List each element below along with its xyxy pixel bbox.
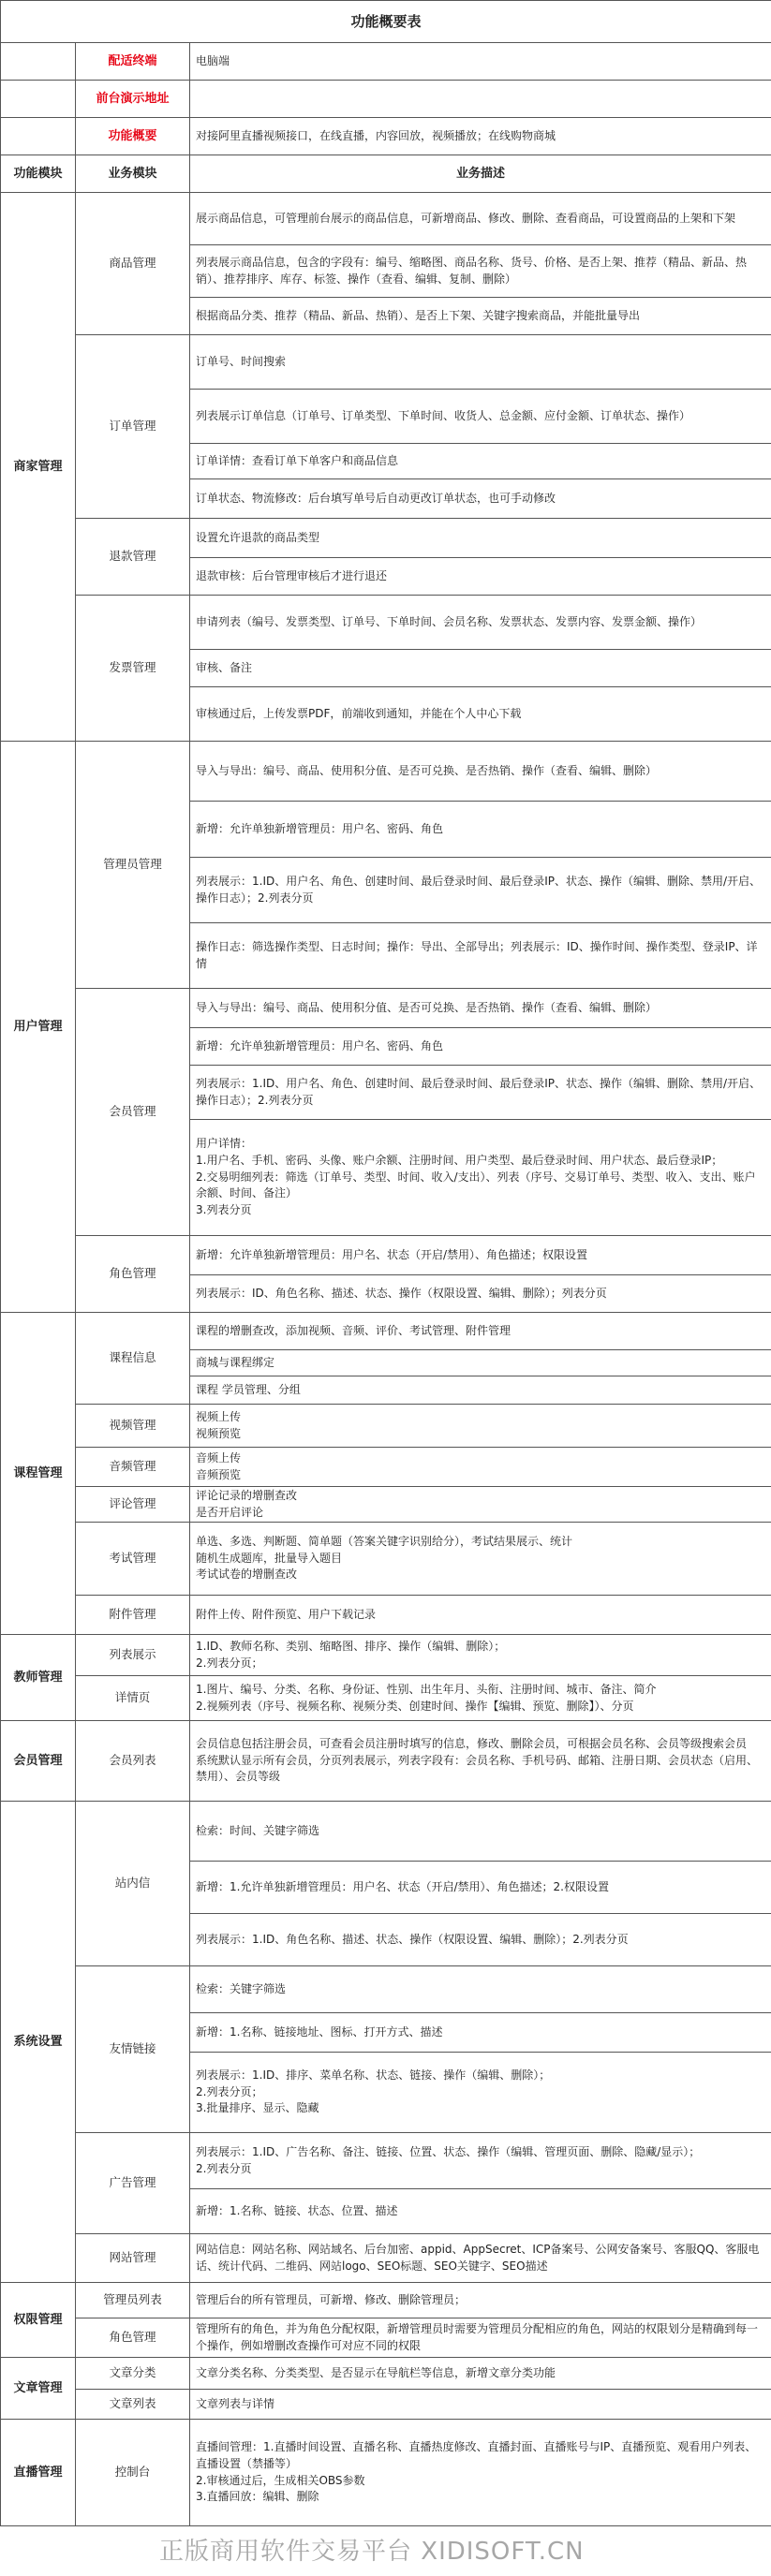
description-cell: 列表展示商品信息，包含的字段有：编号、缩略图、商品名称、货号、价格、是否上架、推荐（精品、新品、热销）、推荐排序、库存、标签、操作（查看、编辑、复制、删除）	[190, 245, 771, 298]
module-cell: 直播管理	[1, 2420, 76, 2526]
meta-spacer	[1, 43, 76, 81]
description-cell: 网站信息：网站名称、网站域名、后台加密、appid、AppSecret、ICP备案号、公网安备案号、客服QQ、客服电话、统计代码、二维码、网站logo、SEO标题、SEO关键字、SEO描述	[190, 2234, 771, 2283]
table-row	[1, 193, 771, 245]
header-row	[1, 155, 771, 193]
description-cell: 评论记录的增删查改 是否开启评论	[190, 1487, 771, 1523]
description-cell: 检索：关键字筛选	[190, 1966, 771, 2013]
submodule-cell: 管理员管理	[76, 742, 190, 989]
description-cell: 新增：1.允许单独新增管理员：用户名、状态（开启/禁用）、角色描述；2.权限设置	[190, 1862, 771, 1914]
description-cell: 根据商品分类、推荐（精品、新品、热销）、是否上下架、关键字搜索商品，并能批量导出	[190, 298, 771, 335]
description-cell: 设置允许退款的商品类型	[190, 519, 771, 558]
description-cell: 新增：允许单独新增管理员：用户名、状态（开启/禁用）、角色描述；权限设置	[190, 1236, 771, 1275]
sheet-title: 功能概要表	[1, 1, 771, 43]
description-cell: 新增：允许单独新增管理员：用户名、密码、角色	[190, 1028, 771, 1066]
description-cell: 审核、备注	[190, 650, 771, 687]
table-row	[1, 2318, 771, 2358]
submodule-cell: 视频管理	[76, 1405, 190, 1448]
table-row	[1, 596, 771, 650]
table-row	[1, 1802, 771, 1862]
submodule-cell: 文章分类	[76, 2358, 190, 2390]
submodule-cell: 会员管理	[76, 989, 190, 1236]
table-row	[1, 1635, 771, 1676]
meta-label-terminal: 配适终端	[76, 43, 190, 81]
meta-value-terminal: 电脑端	[190, 43, 771, 81]
meta-value-demo	[190, 81, 771, 118]
table-row	[1, 335, 771, 390]
submodule-cell: 文章列表	[76, 2390, 190, 2420]
module-cell: 文章管理	[1, 2358, 76, 2420]
watermark-text: 正版商用软件交易平台 XIDISOFT.CN	[159, 2538, 585, 2566]
description-cell: 列表展示：1.ID、用户名、角色、创建时间、最后登录时间、最后登录IP、状态、操作（编辑、删除、禁用/开启、操作日志）；2.列表分页	[190, 858, 771, 923]
meta-row-terminal	[1, 43, 771, 81]
header-module: 功能模块	[1, 155, 76, 193]
description-cell: 列表展示：1.ID、广告名称、备注、链接、位置、状态、操作（编辑、管理页面、删除、隐藏/显示）； 2.列表分页	[190, 2133, 771, 2189]
table-row	[1, 2133, 771, 2189]
description-cell: 列表展示：1.ID、排序、菜单名称、状态、链接、操作（编辑、删除）； 2.列表分页； 3.批量排序、显示、隐藏	[190, 2053, 771, 2133]
module-cell: 用户管理	[1, 742, 76, 1313]
description-cell: 列表展示：1.ID、用户名、角色、创建时间、最后登录时间、最后登录IP、状态、操作（编辑、删除、禁用/开启、操作日志）；2.列表分页	[190, 1066, 771, 1120]
description-cell: 检索：时间、关键字筛选	[190, 1802, 771, 1862]
submodule-cell: 站内信	[76, 1802, 190, 1966]
submodule-cell: 课程信息	[76, 1313, 190, 1405]
submodule-cell: 控制台	[76, 2420, 190, 2526]
submodule-cell: 角色管理	[76, 2318, 190, 2358]
description-cell: 导入与导出：编号、商品、使用积分值、是否可兑换、是否热销、操作（查看、编辑、删除）	[190, 742, 771, 802]
table-row	[1, 1523, 771, 1596]
description-cell: 列表展示订单信息（订单号、订单类型、下单时间、收货人、总金额、应付金额、订单状态、操作）	[190, 390, 771, 444]
table-row	[1, 1487, 771, 1523]
description-cell: 用户详情： 1.用户名、手机、密码、头像、账户余额、注册时间、用户类型、最后登录时间、用户状态、最后登录IP； 2.交易明细列表：筛选（订单号、类型、时间、收入/支出）、列表（序号、交易订单号、类型、收入、支出、账户余额、时间、备注） 3.列表分页	[190, 1120, 771, 1236]
module-cell: 权限管理	[1, 2283, 76, 2358]
table-row	[1, 742, 771, 802]
description-cell: 退款审核：后台管理审核后才进行退还	[190, 558, 771, 596]
title-row	[1, 1, 771, 43]
meta-row-summary	[1, 118, 771, 155]
description-cell: 1.ID、教师名称、类别、缩略图、排序、操作（编辑、删除）； 2.列表分页；	[190, 1635, 771, 1676]
description-cell: 列表展示：1.ID、角色名称、描述、状态、操作（权限设置、编辑、删除）；2.列表分页	[190, 1914, 771, 1966]
submodule-cell: 商品管理	[76, 193, 190, 335]
submodule-cell: 会员列表	[76, 1721, 190, 1802]
header-business: 业务模块	[76, 155, 190, 193]
description-cell: 视频上传 视频预览	[190, 1405, 771, 1448]
table-row	[1, 2420, 771, 2526]
module-cell: 教师管理	[1, 1635, 76, 1721]
table-row	[1, 1313, 771, 1350]
meta-spacer	[1, 81, 76, 118]
description-cell: 操作日志：筛选操作类型、日志时间；操作：导出、全部导出；列表展示：ID、操作时间、操作类型、登录IP、详情	[190, 923, 771, 989]
description-cell: 展示商品信息，可管理前台展示的商品信息，可新增商品、修改、删除、查看商品，可设置商品的上架和下架	[190, 193, 771, 245]
meta-label-summary: 功能概要	[76, 118, 190, 155]
description-cell: 新增：允许单独新增管理员：用户名、密码、角色	[190, 802, 771, 858]
submodule-cell: 角色管理	[76, 1236, 190, 1313]
description-cell: 课程的增删查改，添加视频、音频、评价、考试管理、附件管理	[190, 1313, 771, 1350]
submodule-cell: 订单管理	[76, 335, 190, 519]
description-cell: 1.图片、编号、分类、名称、身份证、性别、出生年月、头衔、注册时间、城市、备注、简介 2.视频列表（序号、视频名称、视频分类、创建时间、操作【编辑、预览、删除】）、分页	[190, 1676, 771, 1721]
description-cell: 新增：1.名称、链接地址、图标、打开方式、描述	[190, 2013, 771, 2053]
description-cell: 订单号、时间搜索	[190, 335, 771, 390]
table-row	[1, 2390, 771, 2420]
submodule-cell: 列表展示	[76, 1635, 190, 1676]
description-cell: 审核通过后，上传发票PDF，前端收到通知，并能在个人中心下载	[190, 687, 771, 742]
description-cell: 会员信息包括注册会员，可查看会员注册时填写的信息，修改、删除会员，可根据会员名称、会员等级搜索会员 系统默认显示所有会员，分页列表展示，列表字段有：会员名称、手机号码、邮箱、注册日期、会员状态（启用、禁用）、会员等级	[190, 1721, 771, 1802]
submodule-cell: 发票管理	[76, 596, 190, 742]
submodule-cell: 音频管理	[76, 1448, 190, 1487]
table-row	[1, 519, 771, 558]
meta-value-summary: 对接阿里直播视频接口，在线直播，内容回放，视频播放；在线购物商城	[190, 118, 771, 155]
submodule-cell: 评论管理	[76, 1487, 190, 1523]
submodule-cell: 考试管理	[76, 1523, 190, 1596]
description-cell: 文章列表与详情	[190, 2390, 771, 2420]
description-cell: 文章分类名称、分类类型、是否显示在导航栏等信息，新增文章分类功能	[190, 2358, 771, 2390]
submodule-cell: 退款管理	[76, 519, 190, 596]
submodule-cell: 网站管理	[76, 2234, 190, 2283]
submodule-cell: 附件管理	[76, 1596, 190, 1635]
description-cell: 音频上传 音频预览	[190, 1448, 771, 1487]
submodule-cell: 友情链接	[76, 1966, 190, 2133]
description-cell: 列表展示：ID、角色名称、描述、状态、操作（权限设置、编辑、删除）；列表分页	[190, 1275, 771, 1313]
header-description: 业务描述	[190, 155, 771, 193]
meta-spacer	[1, 118, 76, 155]
submodule-cell: 管理员列表	[76, 2283, 190, 2318]
table-row	[1, 1721, 771, 1802]
table-row	[1, 1596, 771, 1635]
table-row	[1, 2358, 771, 2390]
description-cell: 订单详情：查看订单下单客户和商品信息	[190, 444, 771, 479]
table-row	[1, 1405, 771, 1448]
description-cell: 订单状态、物流修改：后台填写单号后自动更改订单状态，也可手动修改	[190, 479, 771, 519]
description-cell: 申请列表（编号、发票类型、订单号、下单时间、会员名称、发票状态、发票内容、发票金额、操作）	[190, 596, 771, 650]
table-row	[1, 1966, 771, 2013]
description-cell: 新增：1.名称、链接、状态、位置、描述	[190, 2189, 771, 2234]
module-cell: 系统设置	[1, 1802, 76, 2283]
description-cell: 管理所有的角色，并为角色分配权限，新增管理员时需要为管理员分配相应的角色，网站的权限划分是精确到每一个操作，例如增删改查操作可对应不同的权限	[190, 2318, 771, 2358]
description-cell: 单选、多选、判断题、简单题（答案关键字识别给分），考试结果展示、统计 随机生成题库，批量导入题目 考试试卷的增删查改	[190, 1523, 771, 1596]
module-cell: 商家管理	[1, 193, 76, 742]
submodule-cell: 广告管理	[76, 2133, 190, 2234]
table-row	[1, 2283, 771, 2318]
module-cell: 课程管理	[1, 1313, 76, 1635]
meta-label-demo: 前台演示地址	[76, 81, 190, 118]
description-cell: 附件上传、附件预览、用户下载记录	[190, 1596, 771, 1635]
meta-row-demo	[1, 81, 771, 118]
table-row	[1, 1236, 771, 1275]
module-cell: 会员管理	[1, 1721, 76, 1802]
description-cell: 直播间管理：1.直播时间设置、直播名称、直播热度修改、直播封面、直播账号与IP、直播预览、观看用户列表、直播设置（禁播等） 2.审核通过后，生成相关OBS参数 3.直播回放：编辑、删除	[190, 2420, 771, 2526]
table-row	[1, 989, 771, 1028]
description-cell: 课程 学员管理、分组	[190, 1376, 771, 1405]
table-row	[1, 1676, 771, 1721]
table-row	[1, 2234, 771, 2283]
submodule-cell: 详情页	[76, 1676, 190, 1721]
table-row	[1, 1448, 771, 1487]
description-cell: 商城与课程绑定	[190, 1350, 771, 1376]
description-cell: 管理后台的所有管理员，可新增、修改、删除管理员；	[190, 2283, 771, 2318]
description-cell: 导入与导出：编号、商品、使用积分值、是否可兑换、是否热销、操作（查看、编辑、删除）	[190, 989, 771, 1028]
